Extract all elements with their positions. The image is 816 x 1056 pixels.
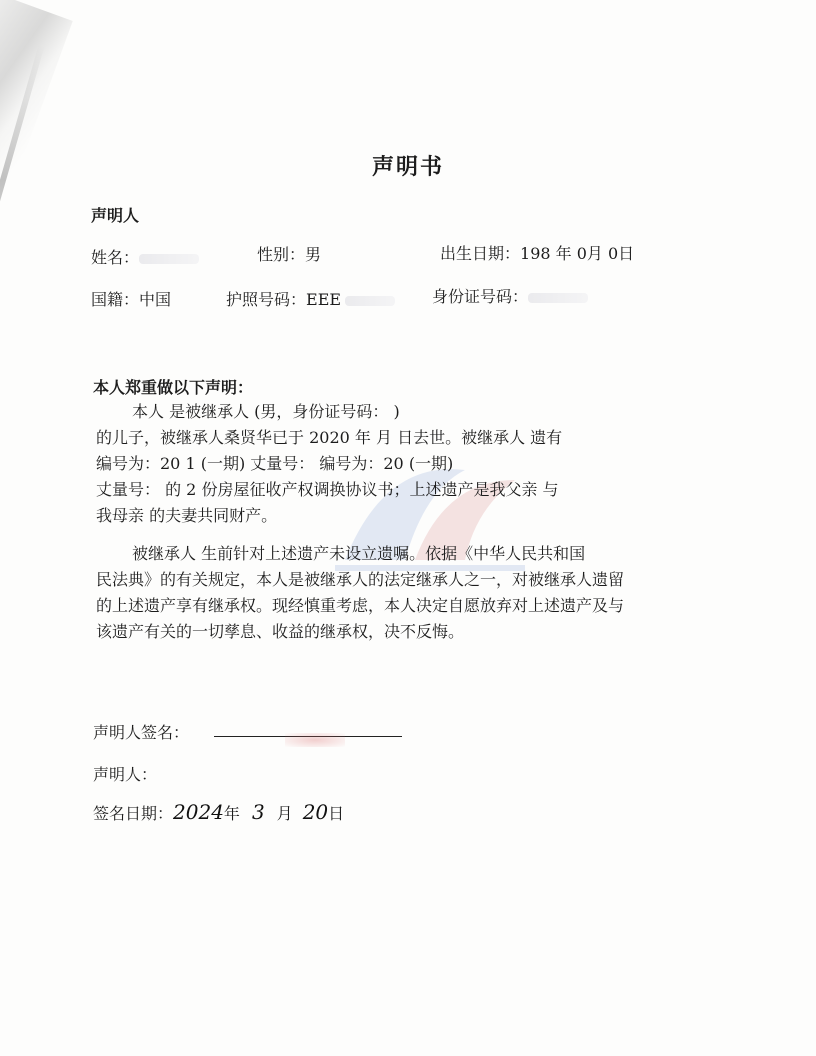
passport-row [226, 287, 395, 310]
paragraph-1-line: 丈量号： 的 2 份房屋征收产权调换协议书；上述遗产是我父亲 与 [96, 480, 559, 499]
redacted-id [528, 293, 588, 303]
paragraph-1 [96, 399, 736, 529]
handwritten-day: 20 [302, 800, 329, 824]
paragraph-1-line: 的儿子，被继承人桑贤华已于 2020 年 月 日去世。被继承人 遗有 [96, 428, 563, 447]
stamp-smudge [285, 733, 345, 747]
declarant-heading: 声明人 [91, 206, 140, 225]
passport-label: 护照号码： [226, 290, 307, 309]
birth-label: 出生日期： [440, 244, 521, 263]
passport-value: EEE [306, 290, 342, 309]
birth-row [440, 241, 634, 264]
gender-label: 性别： [257, 245, 306, 264]
gender-row [257, 242, 321, 265]
declaration-heading: 本人郑重做以下声明： [93, 378, 254, 397]
nationality-row [91, 287, 171, 310]
id-label: 身份证号码： [432, 287, 529, 306]
document-title: 声明书 [371, 154, 444, 180]
sign-date-label: 签名日期： [93, 804, 174, 823]
nationality-value: 中国 [139, 290, 172, 309]
handwritten-month: 3 [251, 800, 265, 824]
month-unit: 月 [276, 804, 293, 823]
paragraph-2-line: 民法典》的有关规定，本人是被继承人的法定继承人之一，对被继承人遗留 [96, 570, 625, 589]
nationality-label: 国籍： [91, 290, 140, 309]
paragraph-2 [96, 541, 736, 645]
id-row [432, 284, 588, 307]
day-unit: 日 [328, 804, 345, 823]
redacted-name [139, 254, 199, 264]
year-unit: 年 [223, 804, 240, 823]
declarant-label: 声明人： [93, 765, 158, 784]
sign-label: 声明人签名： [93, 723, 190, 742]
paragraph-1-line: 我母亲 的夫妻共同财产。 [96, 506, 278, 525]
name-label: 姓名： [91, 248, 140, 267]
sign-date-row [93, 800, 344, 824]
gender-value: 男 [305, 245, 322, 264]
paragraph-2-line: 被继承人 生前针对上述遗产未设立遗嘱。依据《中华人民共和国 [132, 544, 586, 563]
paragraph-1-line: 编号为：20 1 (一期) 丈量号： 编号为：20 (一期) [96, 454, 454, 473]
handwritten-year: 2024 [173, 800, 224, 824]
paragraph-1-line: 本人 是被继承人 (男，身份证号码： ) [132, 402, 400, 421]
name-row [91, 245, 199, 268]
redacted-passport [345, 296, 395, 306]
paragraph-2-line: 的上述遗产享有继承权。现经慎重考虑，本人决定自愿放弃对上述遗产及与 [96, 596, 625, 615]
paragraph-2-line: 该遗产有关的一切孳息、收益的继承权，决不反悔。 [96, 622, 465, 641]
birth-value: 198 年 0月 0日 [520, 244, 635, 263]
